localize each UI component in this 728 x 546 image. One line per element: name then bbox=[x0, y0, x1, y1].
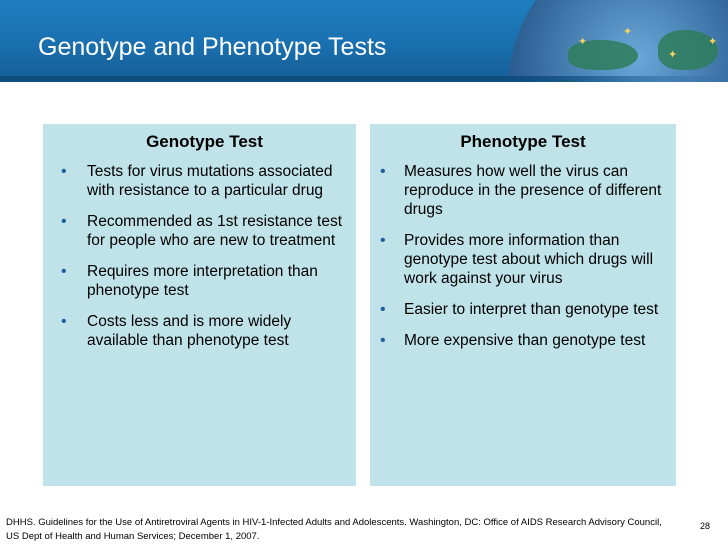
phenotype-heading: Phenotype Test bbox=[460, 132, 586, 151]
genotype-list bbox=[43, 162, 356, 350]
genotype-panel bbox=[43, 124, 356, 486]
list-item-text: Requires more interpretation than phenotype test bbox=[87, 263, 318, 299]
bullet-dot-icon: • bbox=[61, 163, 67, 180]
bullet-dot-icon: • bbox=[380, 163, 386, 180]
list-item bbox=[43, 262, 356, 300]
bullet-dot-icon: • bbox=[61, 213, 67, 230]
bullet-dot-icon: • bbox=[61, 313, 67, 330]
list-item bbox=[43, 212, 356, 250]
bullet-dot-icon: • bbox=[380, 332, 386, 349]
bullet-dot-icon: • bbox=[380, 232, 386, 249]
globe-image: ✦ ✦ ✦ ✦ bbox=[508, 0, 728, 82]
list-item bbox=[43, 312, 356, 350]
header-banner bbox=[0, 0, 728, 82]
phenotype-list bbox=[370, 162, 676, 350]
list-item-text: Recommended as 1st resistance test for people who are new to treatment bbox=[87, 213, 343, 249]
list-item-text: Tests for virus mutations associated with resistance to a particular drug bbox=[87, 163, 333, 199]
list-item-text: Provides more information than genotype test about which drugs will work against your virus bbox=[404, 232, 654, 287]
list-item bbox=[43, 162, 356, 200]
bullet-dot-icon: • bbox=[61, 263, 67, 280]
list-item-text: Measures how well the virus can reproduce in the presence of different drugs bbox=[404, 163, 662, 218]
list-item bbox=[370, 300, 676, 319]
slide-title: Genotype and Phenotype Tests bbox=[38, 33, 387, 61]
page-number: 28 bbox=[700, 521, 711, 531]
phenotype-panel bbox=[370, 124, 676, 486]
list-item bbox=[370, 162, 676, 219]
list-item-text: More expensive than genotype test bbox=[404, 332, 646, 349]
list-item-text: Easier to interpret than genotype test bbox=[404, 301, 659, 318]
citation-footnote: DHHS. Guidelines for the Use of Antiretroviral Agents in HIV-1-Infected Adults and Adolescents. Washington, DC: Office of AIDS Research Advisory Council, US Dept of Health and Human Services; December 1, 2007. bbox=[6, 517, 662, 542]
bullet-dot-icon: • bbox=[380, 301, 386, 318]
list-item bbox=[370, 231, 676, 288]
list-item bbox=[370, 331, 676, 350]
header-stripe bbox=[0, 76, 728, 82]
genotype-heading: Genotype Test bbox=[146, 132, 263, 151]
list-item-text: Costs less and is more widely available than phenotype test bbox=[87, 313, 292, 349]
